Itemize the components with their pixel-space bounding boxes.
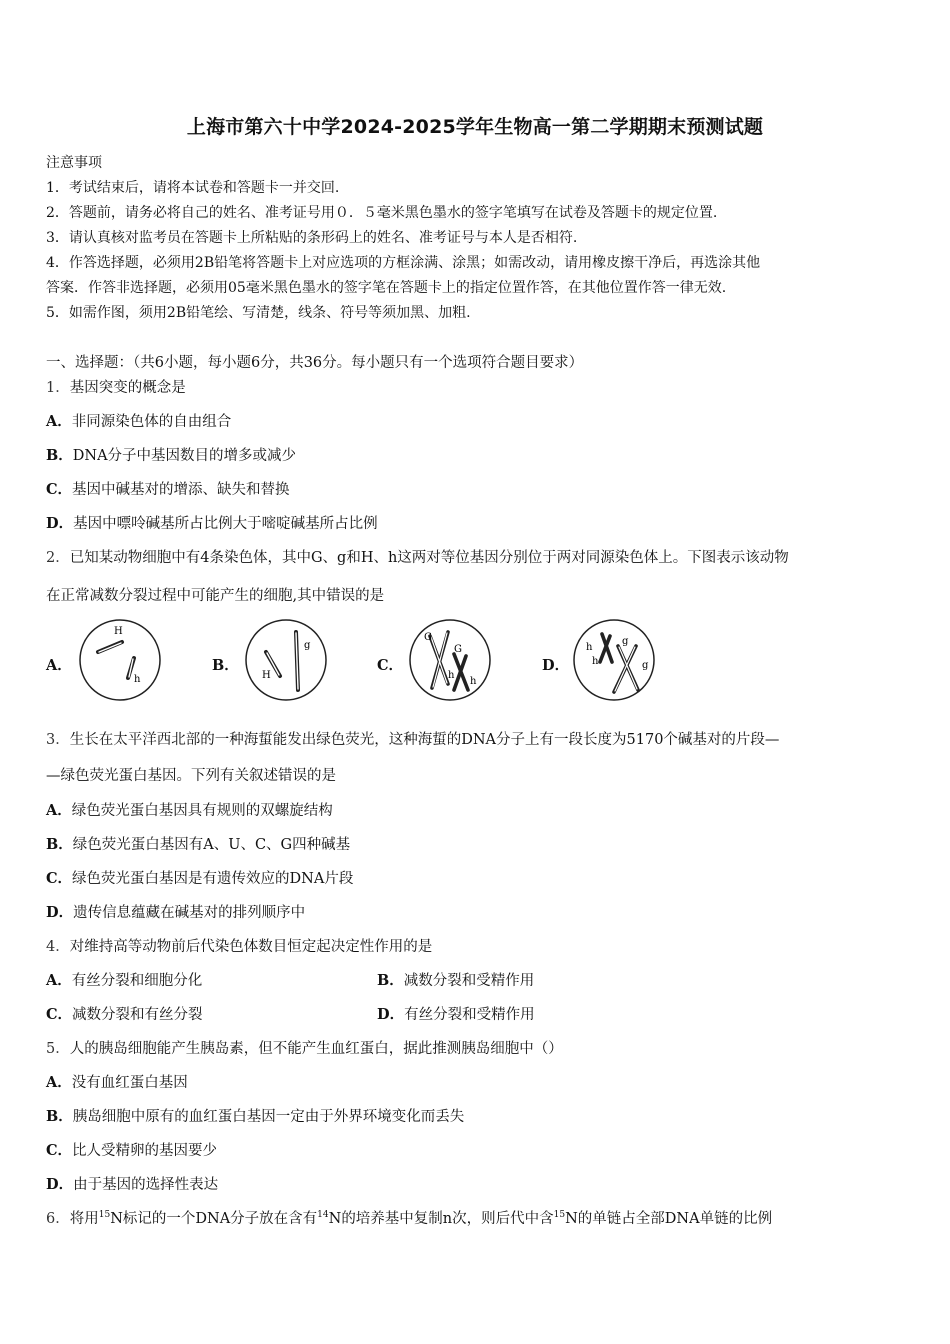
q5-option-b[interactable]	[46, 1105, 464, 1126]
option-label: B．	[46, 447, 73, 464]
question-number: 3．	[46, 732, 70, 748]
option-text: 基因中嘌呤碱基所占比例大于嘧啶碱基所占比例	[73, 516, 378, 532]
option-label: D．	[46, 515, 74, 532]
notice-item: 1．考试结束后，请将本试卷和答题卡一并交回.	[46, 180, 340, 196]
option-text: 胰岛细胞中原有的血红蛋白基因一定由于外界环境变化而丢失	[72, 1109, 465, 1125]
q1-option-a[interactable]	[46, 410, 231, 431]
gene-label: g	[304, 640, 311, 651]
option-label: B．	[46, 1108, 73, 1125]
gene-label: h	[586, 642, 593, 653]
q1-option-c[interactable]	[46, 478, 290, 499]
gene-label: h	[134, 674, 141, 685]
option-label: D．	[46, 904, 74, 921]
gene-label: g	[642, 660, 649, 671]
q3-option-d[interactable]	[46, 901, 305, 922]
option-label: C．	[46, 1142, 73, 1159]
q1-option-b[interactable]	[46, 444, 296, 465]
option-label: D．	[377, 1006, 405, 1023]
q4-option-c[interactable]	[46, 1003, 203, 1024]
option-label: A．	[46, 802, 72, 819]
q3-option-c[interactable]	[46, 867, 353, 888]
option-text: 基因中碱基对的增添、缺失和替换	[72, 482, 290, 498]
notice-item: 2．答题前，请务必将自己的姓名、准考证号用０．５毫米黑色墨水的签字笔填写在试卷及答题卡的规定位置.	[46, 205, 718, 221]
question-2	[46, 546, 789, 567]
q3-option-b[interactable]	[46, 833, 350, 854]
q2-option-a[interactable]: A．	[46, 657, 72, 674]
question-4	[46, 935, 432, 956]
option-text: 遗传信息蕴藏在碱基对的排列顺序中	[73, 905, 306, 921]
question-text: N标记的一个DNA分子放在含有	[110, 1211, 318, 1227]
option-label: D．	[46, 1176, 74, 1193]
question-stem: 生长在太平洋西北部的一种海蜇能发出绿色荧光，这种海蜇的DNA分子上有一段长度为5170个碱基对的片段—	[69, 732, 780, 748]
q3-option-a[interactable]	[46, 799, 333, 820]
q4-option-d[interactable]	[377, 1003, 535, 1024]
q5-option-c[interactable]	[46, 1139, 217, 1160]
gene-label: h	[448, 670, 455, 681]
notice-item: 答案．作答非选择题，必须用05毫米黑色墨水的签字笔在答题卡上的指定位置作答，在其他位置作答一律无效.	[46, 280, 727, 296]
option-text: 比人受精卵的基因要少	[72, 1143, 218, 1159]
gene-label: G	[454, 644, 462, 655]
question-stem: 已知某动物细胞中有4条染色体，其中G、g和H、h这两对等位基因分别位于两对同源染色体上。下图表示该动物	[69, 550, 789, 566]
gene-label: h	[470, 676, 477, 687]
question-stem: 对维持高等动物前后代染色体数目恒定起决定性作用的是	[69, 939, 433, 955]
question-text: N的培养基中复制n次，则后代中含	[328, 1211, 554, 1227]
option-text: 由于基因的选择性表达	[73, 1177, 219, 1193]
question-5	[46, 1037, 563, 1058]
q1-option-d[interactable]	[46, 512, 378, 533]
option-text: 没有血红蛋白基因	[71, 1075, 188, 1091]
question-number: 4．	[46, 939, 70, 955]
option-text: 非同源染色体的自由组合	[71, 414, 232, 430]
option-text: 减数分裂和有丝分裂	[72, 1007, 203, 1023]
cell-diagram-b	[244, 618, 328, 702]
section-heading: 一、选择题：（共6小题，每小题6分，共36分。每小题只有一个选项符合题目要求）	[46, 355, 584, 371]
question-stem: 基因突变的概念是	[69, 380, 186, 396]
gene-label: G	[424, 632, 432, 643]
option-label: C．	[46, 1006, 73, 1023]
notice-item: 3．请认真核对监考员在答题卡上所粘贴的条形码上的姓名、准考证号与本人是否相符.	[46, 230, 578, 246]
isotope-superscript: 15	[98, 1210, 111, 1221]
question-number: 2．	[46, 550, 70, 566]
q2-option-c[interactable]: C．	[377, 657, 404, 674]
gene-label: h	[592, 656, 599, 667]
notice-heading: 注意事项	[46, 155, 102, 171]
option-text: 绿色荧光蛋白基因是有遗传效应的DNA片段	[72, 871, 354, 887]
question-3-stem-cont: —绿色荧光蛋白基因。下列有关叙述错误的是	[46, 768, 336, 784]
isotope-superscript: 15	[553, 1210, 566, 1221]
option-label: C．	[46, 870, 73, 887]
option-label: A．	[46, 413, 72, 430]
question-3	[46, 728, 779, 749]
page-title: 上海市第六十中学2024-2025学年生物高一第二学期期末预测试题	[186, 116, 764, 138]
option-label: A．	[46, 972, 72, 989]
option-label: B．	[46, 836, 73, 853]
q4-option-a[interactable]	[46, 969, 202, 990]
question-text: 将用	[69, 1211, 99, 1227]
cell-diagram-d	[572, 618, 656, 702]
q2-option-d[interactable]: D．	[542, 657, 570, 674]
option-text: 绿色荧光蛋白基因有A、U、C、G四种碱基	[72, 837, 351, 853]
question-1	[46, 376, 186, 397]
option-label: A．	[46, 1074, 72, 1091]
question-number: 6．	[46, 1211, 70, 1227]
isotope-superscript: 14	[317, 1210, 329, 1221]
option-text: 有丝分裂和受精作用	[404, 1007, 535, 1023]
question-number: 5．	[46, 1041, 70, 1057]
question-2-stem-cont: 在正常减数分裂过程中可能产生的细胞,其中错误的是	[46, 588, 385, 604]
cell-diagram-a	[78, 618, 162, 702]
option-text: DNA分子中基因数目的增多或减少	[72, 448, 297, 464]
notice-item: 4．作答选择题，必须用2B铅笔将答题卡上对应选项的方框涂满、涂黑；如需改动，请用橡皮擦干净后，再选涂其他	[46, 255, 761, 271]
q2-option-b[interactable]: B．	[212, 657, 239, 674]
gene-label: H	[114, 626, 123, 637]
option-text: 绿色荧光蛋白基因具有规则的双螺旋结构	[71, 803, 333, 819]
option-label: C．	[46, 481, 73, 498]
question-text: N的单链占全部DNA单链的比例	[565, 1211, 773, 1227]
notice-item: 5．如需作图，须用2B铅笔绘、写清楚，线条、符号等须加黑、加粗.	[46, 305, 471, 321]
gene-label: g	[622, 636, 629, 647]
q4-option-b[interactable]	[377, 969, 534, 990]
gene-label: H	[262, 670, 271, 681]
question-stem: 人的胰岛细胞能产生胰岛素，但不能产生血红蛋白，据此推测胰岛细胞中（）	[69, 1041, 563, 1057]
q2-figure-row	[46, 618, 666, 708]
option-text: 有丝分裂和细胞分化	[71, 973, 203, 989]
cell-diagram-c	[408, 618, 492, 702]
q5-option-a[interactable]	[46, 1071, 188, 1092]
question-number: 1．	[46, 380, 70, 396]
q5-option-d[interactable]	[46, 1173, 218, 1194]
option-text: 减数分裂和受精作用	[403, 973, 535, 989]
question-6	[46, 1207, 772, 1228]
option-label: B．	[377, 972, 404, 989]
